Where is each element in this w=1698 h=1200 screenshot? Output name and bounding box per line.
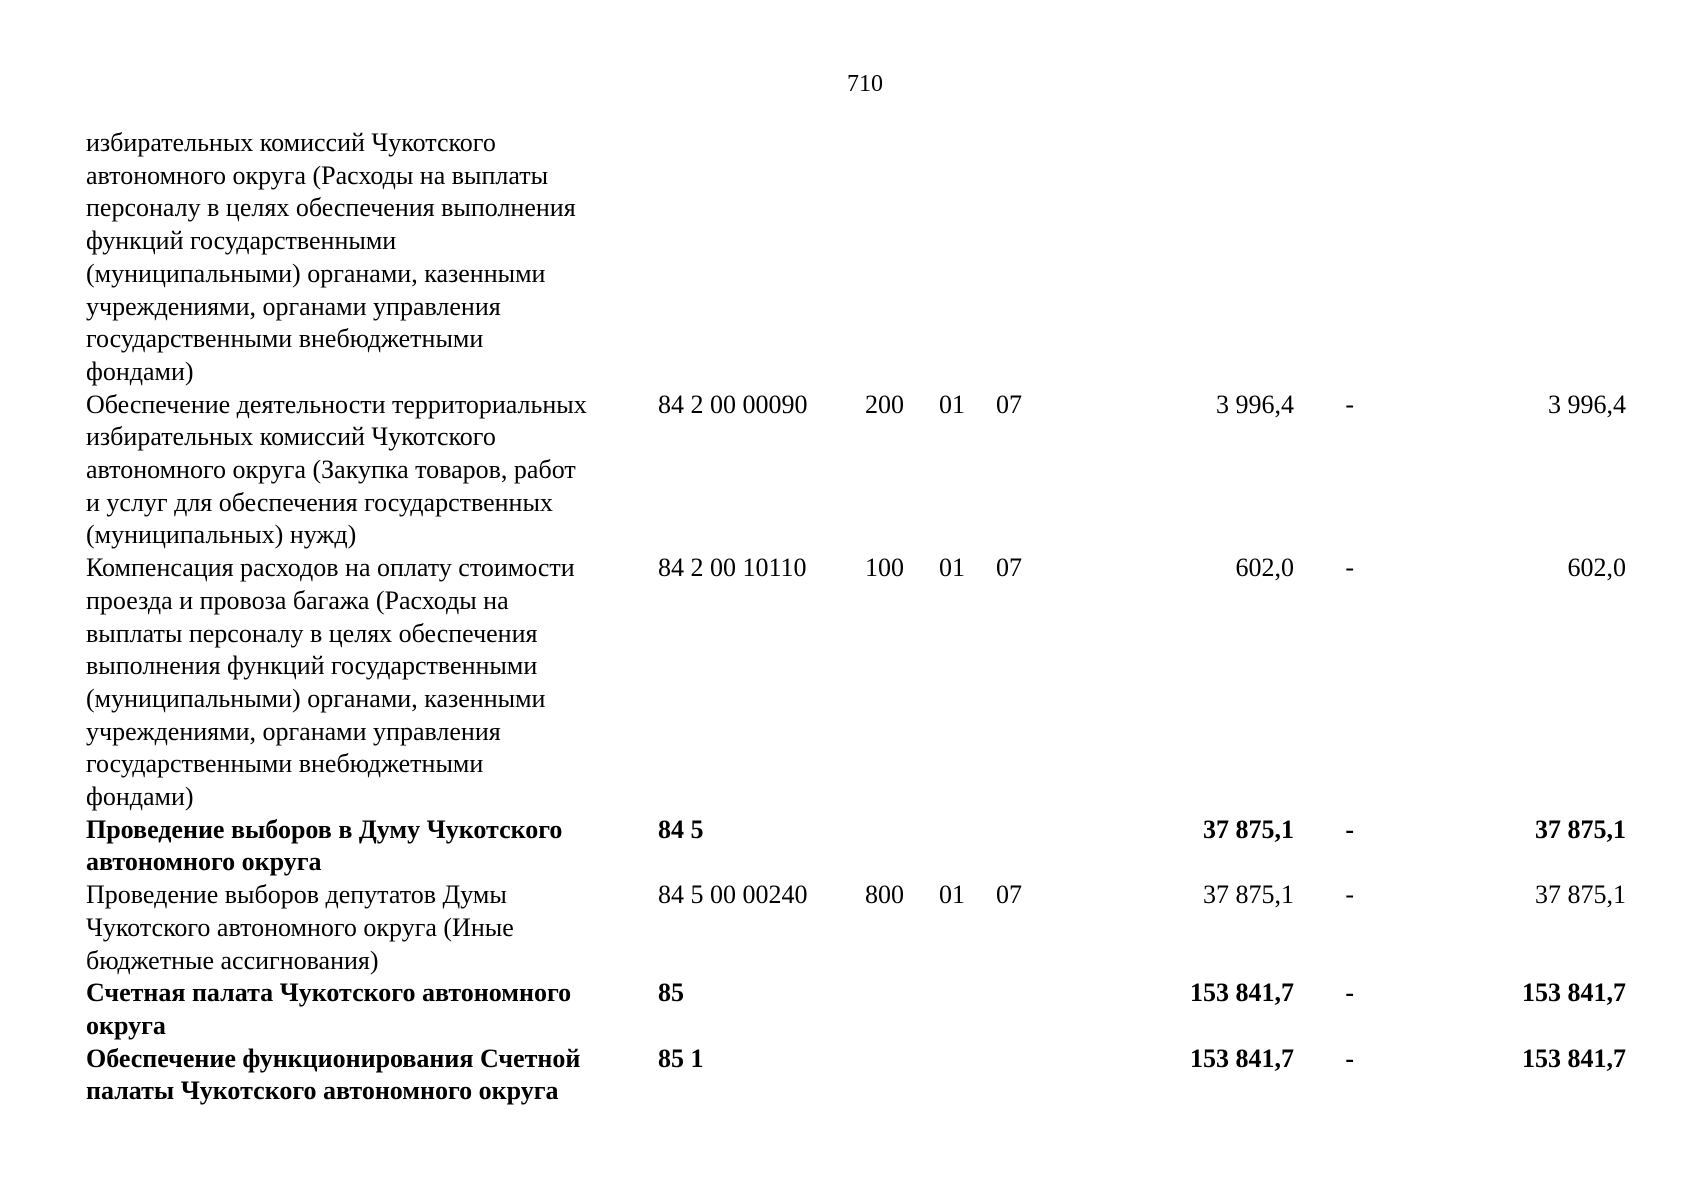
row-code: 84 5 00 00240 (658, 880, 808, 910)
row-sum-3: 153 841,7 (1522, 978, 1626, 1008)
row-sum-3: 3 996,4 (1548, 389, 1626, 419)
row-subsection: 07 (996, 389, 1022, 419)
row-sum-3: 37 875,1 (1535, 814, 1626, 844)
table-row-group (86, 977, 1626, 1042)
row-sum-1: 153 841,7 (1190, 978, 1294, 1008)
row-sum-1: 153 841,7 (1190, 1043, 1294, 1073)
row-sum-2: - (1345, 553, 1354, 583)
table-row (86, 127, 1626, 389)
budget-table (86, 127, 1626, 1108)
row-subsection: 07 (996, 553, 1022, 583)
table-row (86, 879, 1626, 977)
row-subsection: 07 (996, 880, 1022, 910)
row-sum-1: 37 875,1 (1203, 814, 1294, 844)
row-section: 01 (939, 880, 965, 910)
row-sum-2: - (1345, 389, 1354, 419)
row-expense-type: 800 (865, 880, 904, 910)
row-sum-2: - (1345, 880, 1354, 910)
row-sum-3: 602,0 (1567, 553, 1626, 583)
row-section: 01 (939, 389, 965, 419)
row-code: 84 2 00 10110 (658, 553, 807, 583)
row-sum-3: 37 875,1 (1535, 880, 1626, 910)
row-section: 01 (939, 553, 965, 583)
row-sum-1: 37 875,1 (1203, 880, 1294, 910)
table-row-group (86, 1043, 1626, 1108)
row-name: Проведение выборов в Думу Чукотского автономного округа (86, 814, 563, 877)
row-sum-2: - (1345, 814, 1354, 844)
row-code: 85 (658, 978, 684, 1008)
row-expense-type: 100 (865, 553, 904, 583)
row-name: Счетная палата Чукотского автономного округа (86, 978, 572, 1040)
row-name: Компенсация расходов на оплату стоимости проезда и провоза багажа (Расходы на выплаты персоналу в целях обеспечения выполнения функций государственными (муниципальными) органами, казенными учреждениями, органами управления государственными внебюджетными фондами) (86, 553, 575, 812)
row-name: Обеспечение деятельности территориальных избирательных комиссий Чукотского автономного округа (Закупка товаров, работ и услуг для обеспечения государственных (муниципальных) нужд) (86, 389, 587, 550)
row-name: избирательных комиссий Чукотского автономного округа (Расходы на выплаты персоналу в целях обеспечения выполнения функций государственными (муниципальными) органами, казенными учреждениями, органами управления государственными внебюджетными фондами) (86, 128, 576, 386)
row-sum-3: 153 841,7 (1522, 1043, 1626, 1073)
row-sum-2: - (1345, 978, 1354, 1008)
row-code: 84 5 (658, 814, 704, 844)
row-name: Проведение выборов депутатов Думы Чукотского автономного округа (Иные бюджетные ассигнования) (86, 880, 514, 975)
page-number: 710 (847, 71, 883, 97)
row-code: 85 1 (658, 1043, 704, 1073)
row-code: 84 2 00 00090 (658, 389, 808, 419)
row-expense-type: 200 (865, 389, 904, 419)
table-row (86, 552, 1626, 814)
row-name: Обеспечение функционирования Счетной палаты Чукотского автономного округа (86, 1043, 581, 1106)
row-sum-1: 602,0 (1235, 553, 1294, 583)
table-row-group (86, 814, 1626, 879)
row-sum-2: - (1345, 1043, 1354, 1073)
table-row (86, 389, 1626, 553)
row-sum-1: 3 996,4 (1216, 389, 1294, 419)
